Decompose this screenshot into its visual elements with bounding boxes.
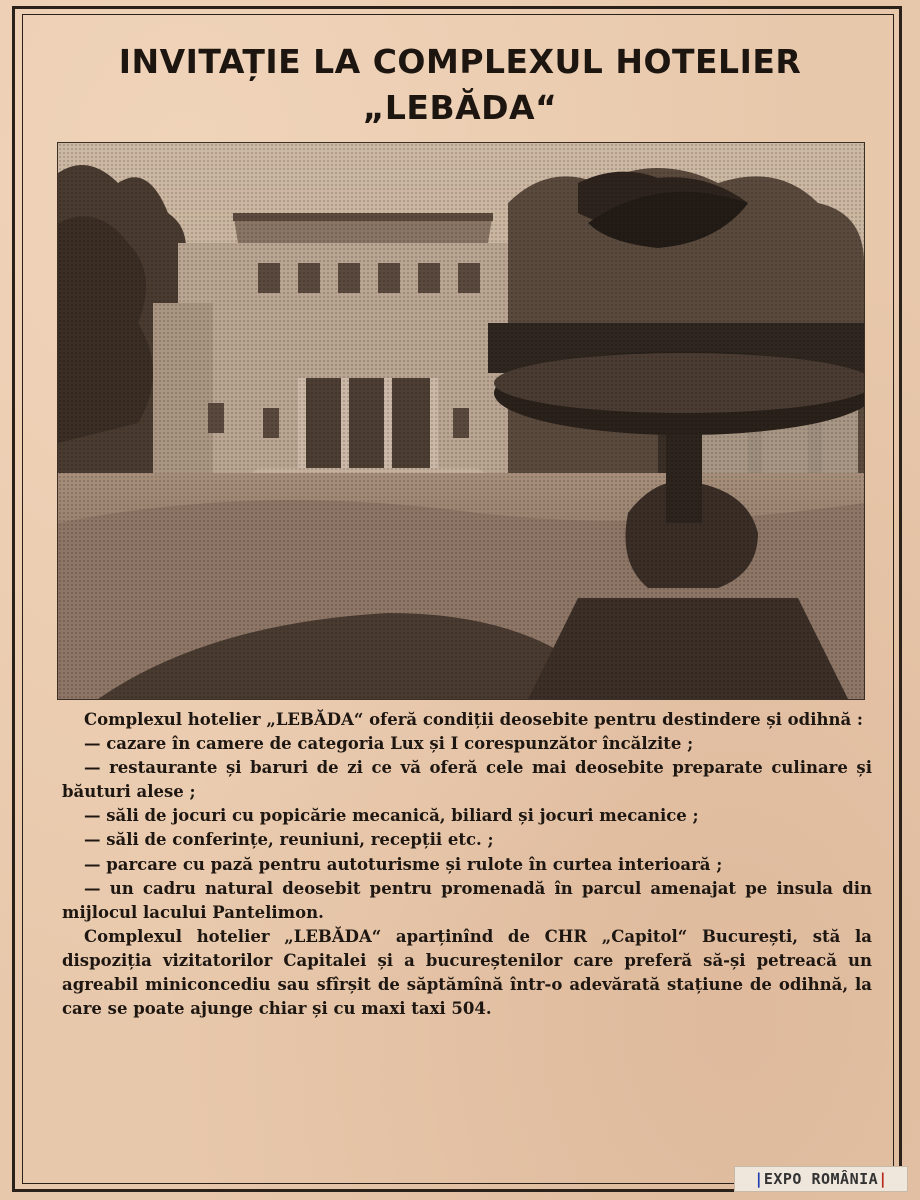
photo-icon <box>58 143 864 699</box>
article-paragraph: Complexul hotelier „LEBĂDA“ oferă condiții deosebite pentru destindere și odihnă : <box>84 710 863 729</box>
article-list-item: — săli de jocuri cu popicărie mecanică, biliard și jocuri mecanice ; <box>84 806 699 826</box>
watermark-text: EXPO ROMÂNIA <box>763 1170 879 1188</box>
article-body <box>62 708 872 1021</box>
article-paragraph: Complexul hotelier „LEBĂDA“ aparținînd de CHR „Capitol“ București, stă la dispoziția vizitatorilor Capitalei și a bucureștenilor care preferă să-și petreacă un agreabil miniconcediu sau sfîrșit de săptămînă într-o adevărată stațiune de odihnă, la care se poate ajunge chiar și cu maxi taxi 504. <box>62 926 872 1019</box>
headline-line-2: „LEBĂDA“ <box>362 88 558 127</box>
article-list-item: — restaurante și baruri de zi ce vă oferă cele mai deosebite preparate culinare și băuturi alese ; <box>62 758 872 802</box>
article-list-item: — săli de conferințe, reuniuni, recepții etc. ; <box>84 830 494 850</box>
expo-romania-watermark: |EXPO ROMÂNIA| <box>734 1166 908 1192</box>
headline-line-1: INVITAȚIE LA COMPLEXUL HOTELIER <box>118 42 802 81</box>
article-list-item: — parcare cu pază pentru autoturisme și rulote în curtea interioară ; <box>84 854 723 874</box>
article-list-item: — cazare în camere de categoria Lux și I corespunzător încălzite ; <box>84 734 694 754</box>
article-list-item: — un cadru natural deosebit pentru promenadă în parcul amenajat pe insula din mijlocul lacului Pantelimon. <box>62 878 872 922</box>
hotel-building-photo <box>57 142 865 700</box>
